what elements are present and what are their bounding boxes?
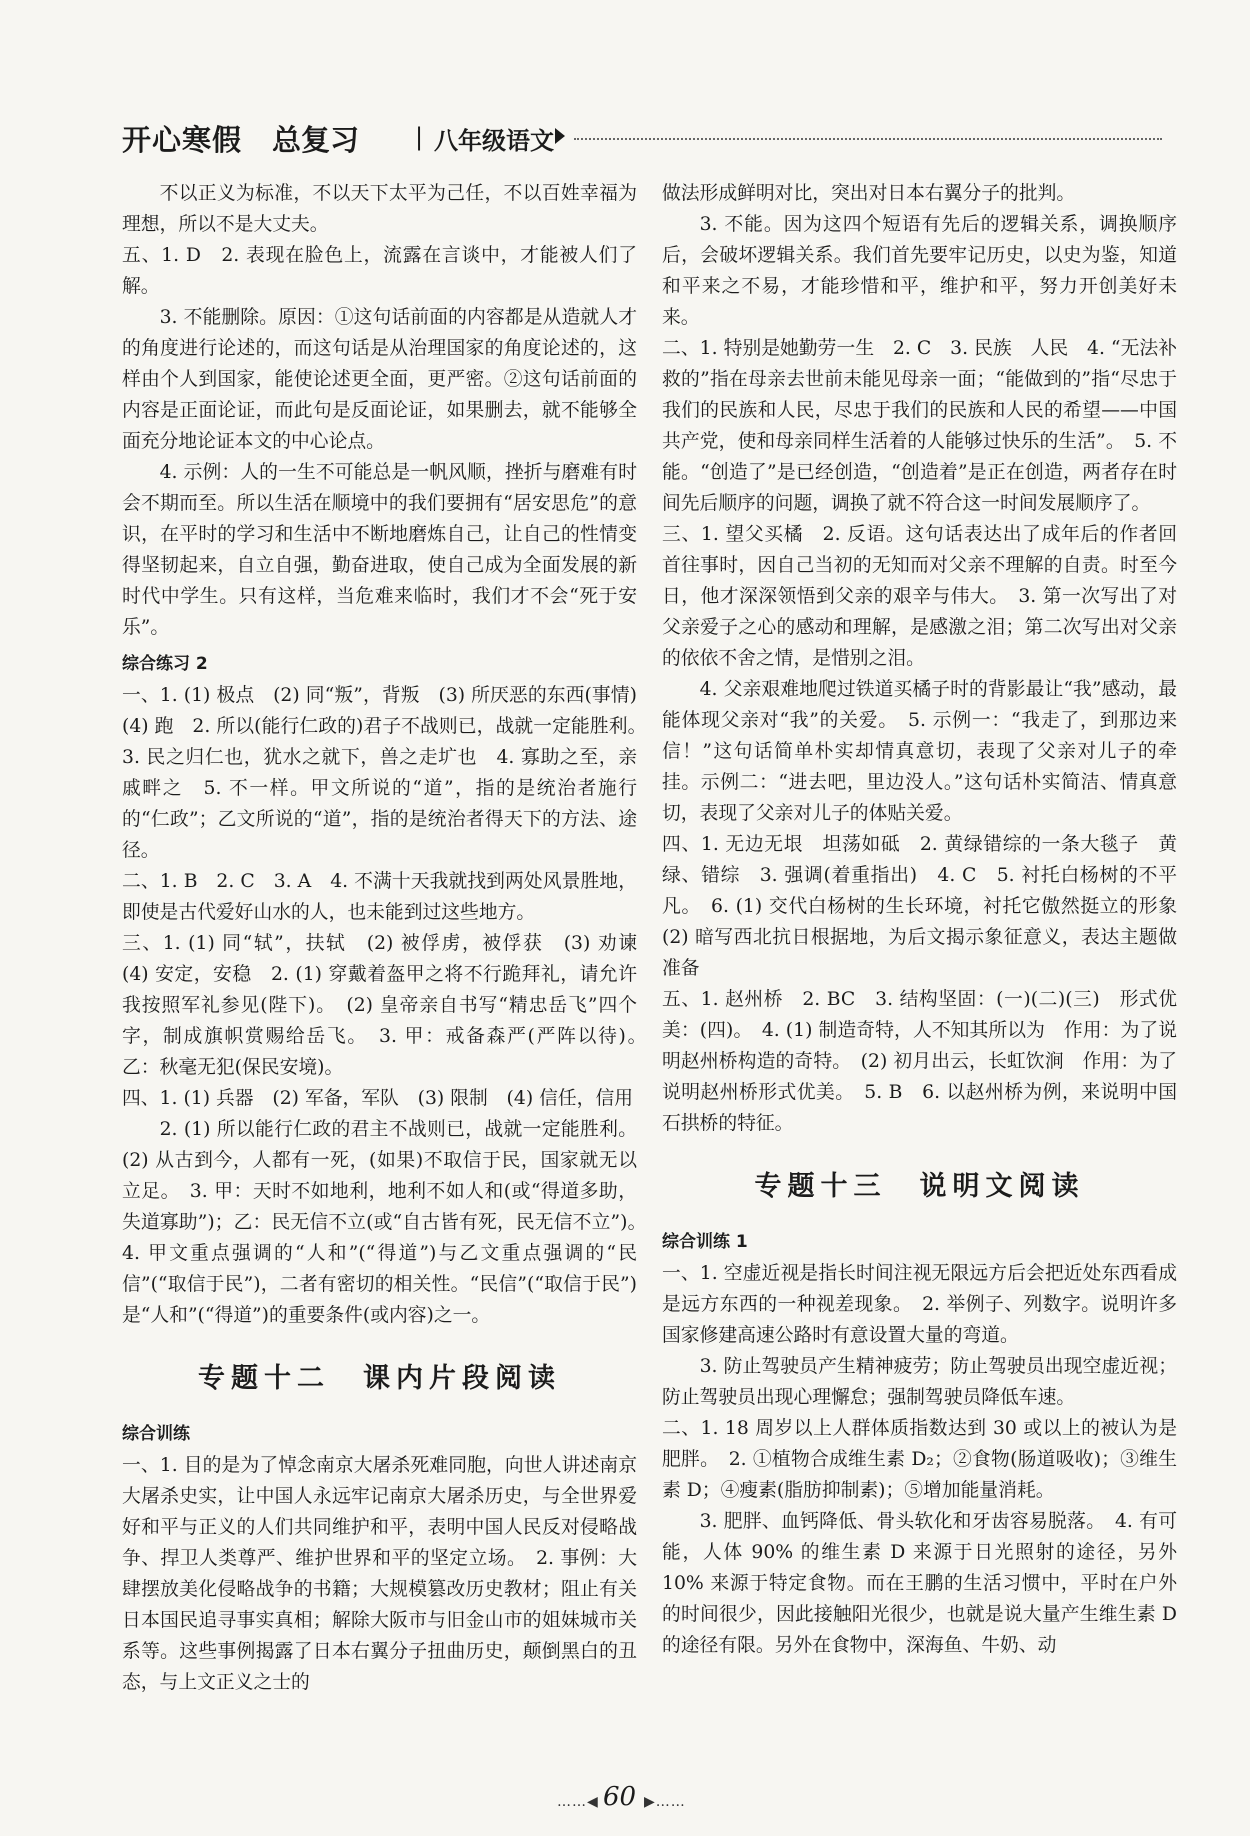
section-heading: 专题十三 说明文阅读 (754, 1171, 1085, 1202)
answer-paragraph: 不以正义为标准，不以天下太平为己任，不以百姓幸福为理想，所以不是大丈夫。 (122, 183, 637, 235)
answer-paragraph: 四、1. (1) 兵器 (2) 军备，军队 (3) 限制 (4) 信任，信用 (122, 1088, 634, 1109)
answer-paragraph: 3. 不能删除。原因：①这句话前面的内容都是从造就人才的角度进行论述的，而这句话是从治理国家的角度论述的，这样由个人到国家，能使论述更全面，更严密。②这句话前面的内容是正面论证，而此句是反面论证，如果删去，就不能够全面充分地论证本文的中心论点。 (122, 307, 637, 452)
answer-paragraph: 二、1. 18 周岁以上人群体质指数达到 30 或以上的被认为是肥胖。 2. ①植物合成维生素 D₂；②食物(肠道吸收)；③维生素 D；④瘦素(脂肪抑制素)；⑤增加能量消耗。 (662, 1418, 1177, 1501)
page-header (122, 118, 1162, 162)
answer-paragraph: 2. (1) 所以能行仁政的君主不战则已，战就一定能胜利。(2) 从古到今，人都有一死，(如果)不取信于民，国家就无以立足。 3. 甲：天时不如地利，地利不如人和(或“得道多助，失道寡助”)；乙：民无信不立(或“自古皆有死，民无信不立”)。 4. 甲文重点强调的“人和”(“得道”)与乙文重点强调的“民信”(“取信于民”)，二者有密切的相关性。“民信”(“取信于民”)是“人和”(“得道”)的重要条件(或内容)之一。 (122, 1119, 656, 1326)
answer-paragraph: 3. 防止驾驶员产生精神疲劳；防止驾驶员出现空虚近视；防止驾驶员出现心理懈怠；强制驾驶员降低车速。 (662, 1356, 1177, 1408)
exercise-label: 综合训练 1 (662, 1232, 748, 1252)
answer-paragraph: 五、1. 赵州桥 2. BC 3. 结构坚固：(一)(二)(三) 形式优美：(四)。 4. (1) 制造奇特，人不知其所以为 作用：为了说明赵州桥构造的奇特。 (2) 初月出云，长虹饮涧 作用：为了说明赵州桥形式优美。 5. B 6. 以赵州桥为例，来说明中国石拱桥的特征。 (662, 989, 1177, 1134)
answer-paragraph: 一、1. 空虚近视是指长时间注视无限远方后会把近处东西看成是远方东西的一种视差现象。 2. 举例子、列数字。说明许多国家修建高速公路时有意设置大量的弯道。 (662, 1263, 1177, 1346)
answer-paragraph: 二、1. 特别是她勤劳一生 2. C 3. 民族 人民 4. “无法补救的”指在母亲去世前未能见母亲一面；“能做到的”指“尽忠于我们的民族和人民，尽忠于我们的民族和人民的希望——中国共产党，使和母亲同样生活着的人能够过快乐的生活”。 5. 不能。“创造了”是已经创造，“创造着”是正在创造，两者存在时间先后顺序的问题，调换了就不符合这一时间发展顺序了。 (662, 338, 1177, 514)
answer-paragraph: 做法形成鲜明对比，突出对日本右翼分子的批判。 (662, 183, 1076, 204)
page-number: 60 (603, 1782, 637, 1812)
answer-paragraph: 五、1. D 2. 表现在脸色上，流露在言谈中，才能被人们了解。 (122, 245, 637, 297)
header-arrow-icon (555, 128, 565, 144)
answer-paragraph: 3. 肥胖、血钙降低、骨头软化和牙齿容易脱落。 4. 有可能，人体 90% 的维生素 D 来源于日光照射的途径，另外 10% 来源于特定食物。而在王鹏的生活习惯中，平时在户外的时间很少，因此接触阳光很少，也就是说大量产生维生素 D 的途径有限。另外在食物中，深海鱼、牛奶、动 (662, 1511, 1177, 1656)
page-footer (0, 1784, 1250, 1814)
answer-paragraph: 一、1. 目的是为了悼念南京大屠杀死难同胞，向世人讲述南京大屠杀史实，让中国人永远牢记南京大屠杀历史，与全世界爱好和平与正义的人们共同维护和平，表明中国人民反对侵略战争、捍卫人类尊严、维护世界和平的坚定立场。 2. 事例：大肆摆放美化侵略战争的书籍；大规模篡改历史教材；阻止有关日本国民追寻事实真相；解除大阪市与旧金山市的姐妹城市关系等。这些事例揭露了日本右翼分子扭曲历史，颠倒黑白的丑态，与上文正义之士的 (122, 1455, 637, 1693)
header-separator: | (415, 123, 424, 151)
header-dotted-rule (574, 138, 1162, 140)
answer-paragraph: 三、1. (1) 同“轼”，扶轼 (2) 被俘虏，被俘获 (3) 劝谏 (4) 安定，安稳 2. (1) 穿戴着盔甲之将不行跪拜礼，请允许我按照军礼参见(陛下)。 (2) 皇帝亲自书写“精忠岳飞”四个字，制成旗帜赏赐给岳飞。 3. 甲：戒备森严(严阵以待)。 乙：秋毫无犯(保民安境)。 (122, 933, 656, 1078)
book-subtitle: 总复习 (272, 123, 360, 157)
book-title: 开心寒假 (122, 123, 243, 157)
section-heading: 专题十二 课内片段阅读 (198, 1363, 561, 1394)
right-column (662, 178, 1196, 1661)
answer-paragraph: 3. 不能。因为这四个短语有先后的逻辑关系，调换顺序后，会破坏逻辑关系。我们首先要牢记历史，以史为鉴，知道和平来之不易，才能珍惜和平，维护和平，努力开创美好未来。 (662, 214, 1177, 328)
footer-right-dots: ▶…… (644, 1794, 686, 1810)
exercise-label: 综合训练 (122, 1424, 190, 1444)
answer-paragraph: 一、1. (1) 极点 (2) 同“叛”，背叛 (3) 所厌恶的东西(事情) (4) 跑 2. 所以(能行仁政的)君子不战则已，战就一定能胜利。 3. 民之归仁也，犹水之就下，兽之走圹也 4. 寡助之至，亲戚畔之 5. 不一样。甲文所说的“道”，指的是统治者施行的“仁政”；乙文所说的“道”，指的是统治者得天下的方法、途径。 (122, 685, 656, 861)
footer-left-dots: ……◀ (557, 1794, 599, 1810)
left-column (122, 178, 656, 1698)
exercise-label: 综合练习 2 (122, 654, 208, 674)
answer-paragraph: 4. 父亲艰难地爬过铁道买橘子时的背影最让“我”感动，最能体现父亲对“我”的关爱。 5. 示例一：“我走了，到那边来信！”这句话简单朴实却情真意切，表现了父亲对儿子的牵挂。示例二：“进去吧，里边没人。”这句话朴实简洁、情真意切，表现了父亲对儿子的体贴关爱。 (662, 679, 1177, 824)
answer-paragraph: 二、1. B 2. C 3. A 4. 不满十天我就找到两处风景胜地，即使是古代爱好山水的人，也未能到过这些地方。 (122, 871, 637, 923)
answer-paragraph: 4. 示例：人的一生不可能总是一帆风顺，挫折与磨难有时会不期而至。所以生活在顺境中的我们要拥有“居安思危”的意识，在平时的学习和生活中不断地磨炼自己，让自己的性情变得坚韧起来，自立自强，勤奋进取，使自己成为全面发展的新时代中学生。只有这样，当危难来临时，我们才不会“死于安乐”。 (122, 462, 637, 638)
answer-paragraph: 三、1. 望父买橘 2. 反语。这句话表达出了成年后的作者回首往事时，因自己当初的无知而对父亲不理解的自责。时至今日，他才深深领悟到父亲的艰辛与伟大。 3. 第一次写出了对父亲爱子之心的感动和理解，是感激之泪；第二次写出对父亲的依依不舍之情，是惜别之泪。 (662, 524, 1177, 669)
answer-paragraph: 四、1. 无边无垠 坦荡如砥 2. 黄绿错综的一条大毯子 黄绿、错综 3. 强调(着重指出) 4. C 5. 衬托白杨树的不平凡。 6. (1) 交代白杨树的生长环境，衬托它傲然挺立的形象 (2) 暗写西北抗日根据地，为后文揭示象征意义，表达主题做准备 (662, 834, 1196, 979)
grade-subject: 八年级语文 (434, 127, 554, 155)
